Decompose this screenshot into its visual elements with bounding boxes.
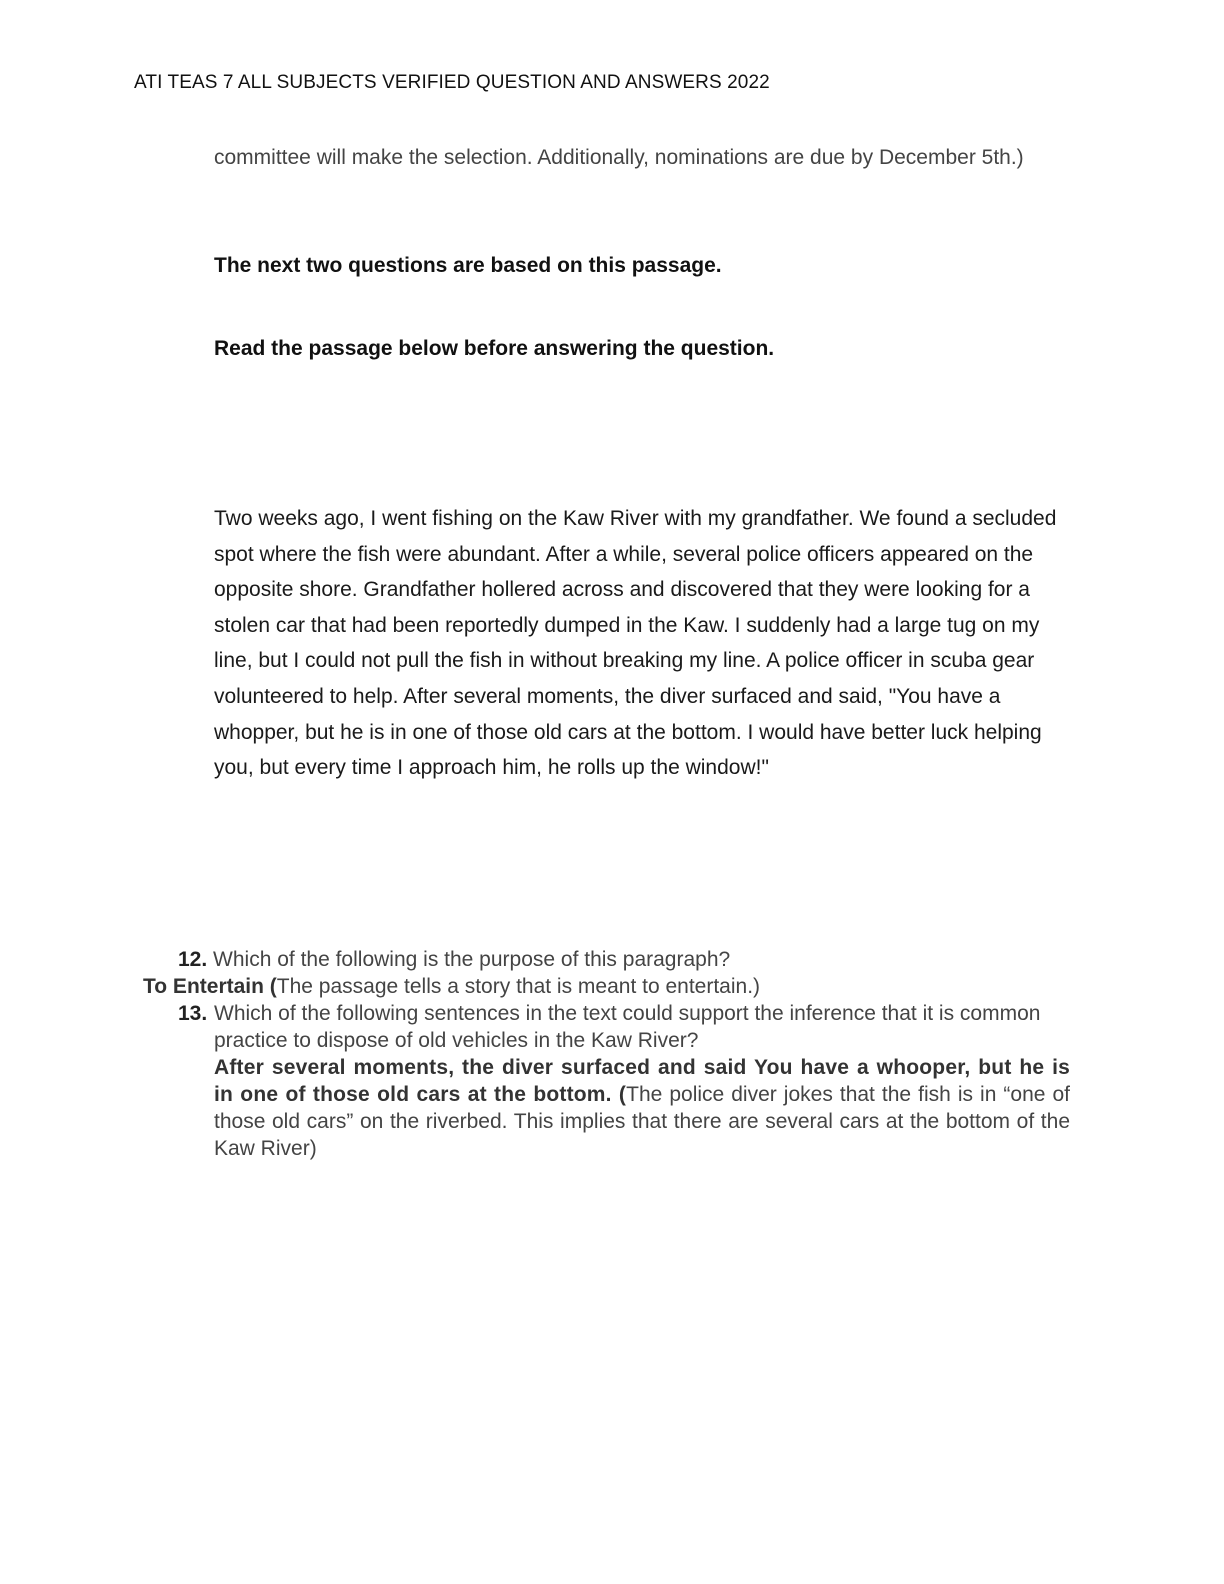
question-13: [178, 1000, 1070, 1054]
section-heading-read-passage: Read the passage below before answering the question.: [214, 337, 775, 360]
answer-bold: After several moments, the diver surfaced and said You have a whooper, but he is in one of those old cars at the bottom. (: [214, 1056, 1070, 1106]
answer-bold: To Entertain (: [143, 975, 277, 998]
question-number: 12.: [178, 948, 208, 971]
question-text: Which of the following is the purpose of this paragraph?: [213, 948, 731, 971]
question-number: 13.: [178, 1002, 208, 1025]
answer-explanation: The police diver jokes that the fish is in “one of those old cars” on the riverbed. This implies that there are several cars at the bottom of the Kaw River): [214, 1083, 1070, 1160]
question-12: [178, 946, 730, 973]
reading-passage: Two weeks ago, I went fishing on the Kaw River with my grandfather. We found a secluded spot where the fish were abundant. After a while, several police officers appeared on the opposite shore. Grandfather hollered across and discovered that they were looking for a stolen car that had been reportedly dumped in the Kaw. I suddenly had a large tug on my line, but I could not pull the fish in without breaking my line. A police officer in scuba gear volunteered to help. After several moments, the diver surfaced and said, "You have a whopper, but he is in one of those old cars at the bottom. I would have better luck helping you, but every time I approach him, he rolls up the window!": [214, 507, 1057, 780]
answer-13: [214, 1054, 1070, 1162]
section-heading-next-two: The next two questions are based on this passage.: [214, 254, 722, 277]
continued-answer-text: committee will make the selection. Additionally, nominations are due by December 5th.): [214, 146, 1024, 169]
question-text: Which of the following sentences in the text could support the inference that it is common practice to dispose of old vehicles in the Kaw River?: [214, 1002, 1041, 1052]
answer-explanation: The passage tells a story that is meant to entertain.): [276, 975, 761, 998]
answer-12: [143, 973, 760, 1000]
page-header: ATI TEAS 7 ALL SUBJECTS VERIFIED QUESTION AND ANSWERS 2022: [134, 72, 770, 93]
